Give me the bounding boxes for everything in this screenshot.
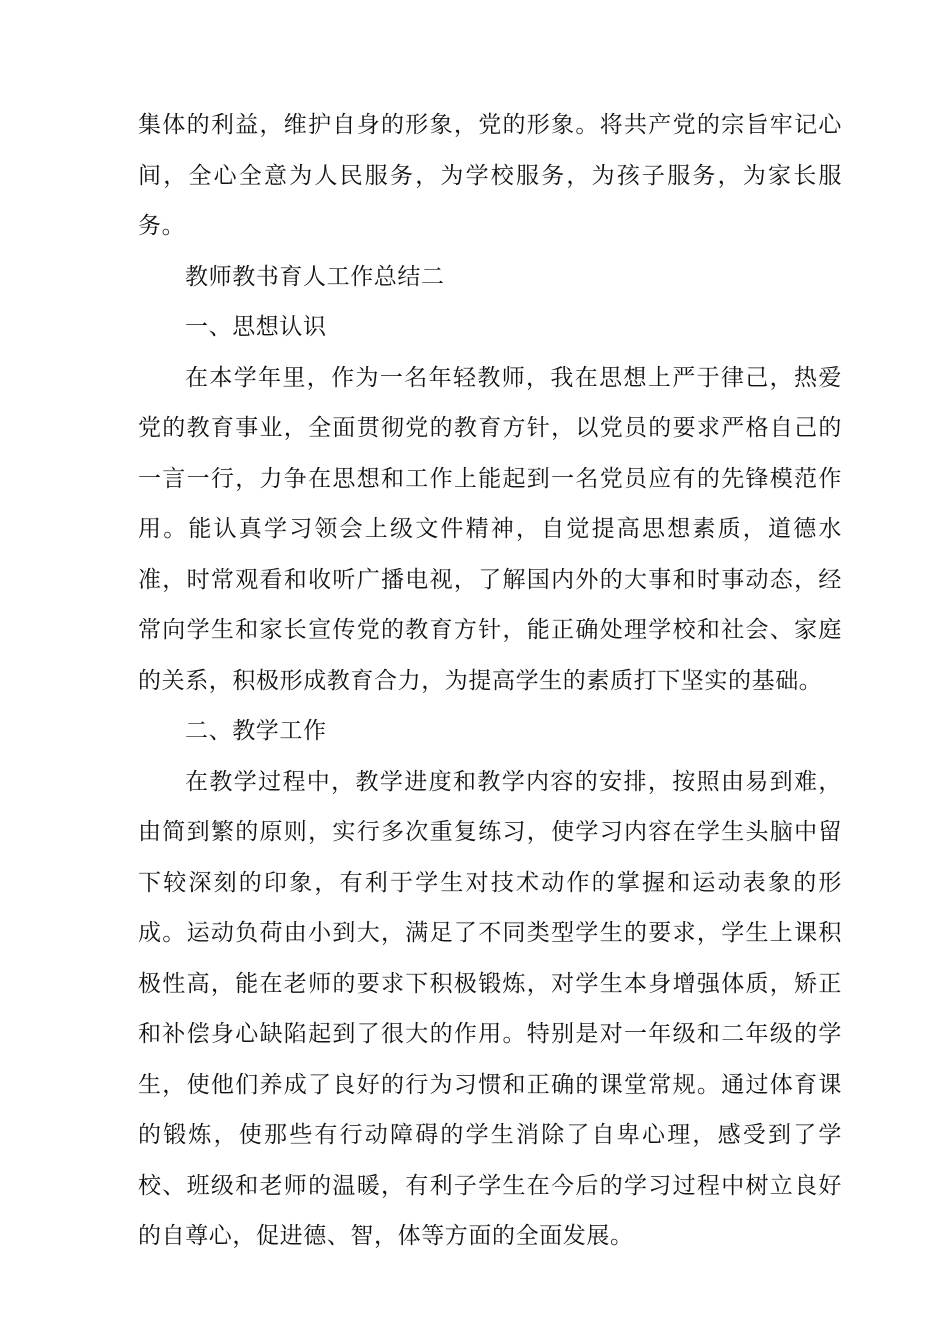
paragraph-ideology: 在本学年里，作为一名年轻教师，我在思想上严于律己，热爱党的教育事业，全面贯彻党的教育方针，以党员的要求严格自己的一言一行，力争在思想和工作上能起到一名党员应有的先锋模范作用。能认真学习领会上级文件精神，自觉提高思想素质，道德水准，时常观看和收听广播电视，了解国内外的大事和时事动态，经常向学生和家长宣传党的教育方针，能正确处理学校和社会、家庭的关系，积极形成教育合力，为提高学生的素质打下坚实的基础。 (138, 364, 842, 694)
section-title: 教师教书育人工作总结二 (185, 263, 445, 290)
document-body (138, 100, 842, 1262)
heading-teaching: 二、教学工作 (185, 718, 327, 744)
paragraph-continuation: 集体的利益，维护自身的形象，党的形象。将共产党的宗旨牢记心间，全心全意为人民服务，为学校服务，为孩子服务，为家长服务。 (138, 112, 842, 239)
paragraph-teaching: 在教学过程中，教学进度和教学内容的安排，按照由易到难，由简到繁的原则，实行多次重复练习，使学习内容在学生头脑中留下较深刻的印象，有利于学生对技术动作的掌握和运动表象的形成。运动负荷由小到大，满足了不同类型学生的要求，学生上课积极性高，能在老师的要求下积极锻炼，对学生本身增强体质，矫正和补偿身心缺陷起到了很大的作用。特别是对一年级和二年级的学生，使他们养成了良好的行为习惯和正确的课堂常规。通过体育课的锻炼，使那些有行动障碍的学生消除了自卑心理，感受到了学校、班级和老师的温暖，有利子学生在今后的学习过程中树立良好的自尊心，促进德、智，体等方面的全面发展。 (138, 768, 842, 1249)
heading-ideology: 一、思想认识 (185, 314, 327, 340)
